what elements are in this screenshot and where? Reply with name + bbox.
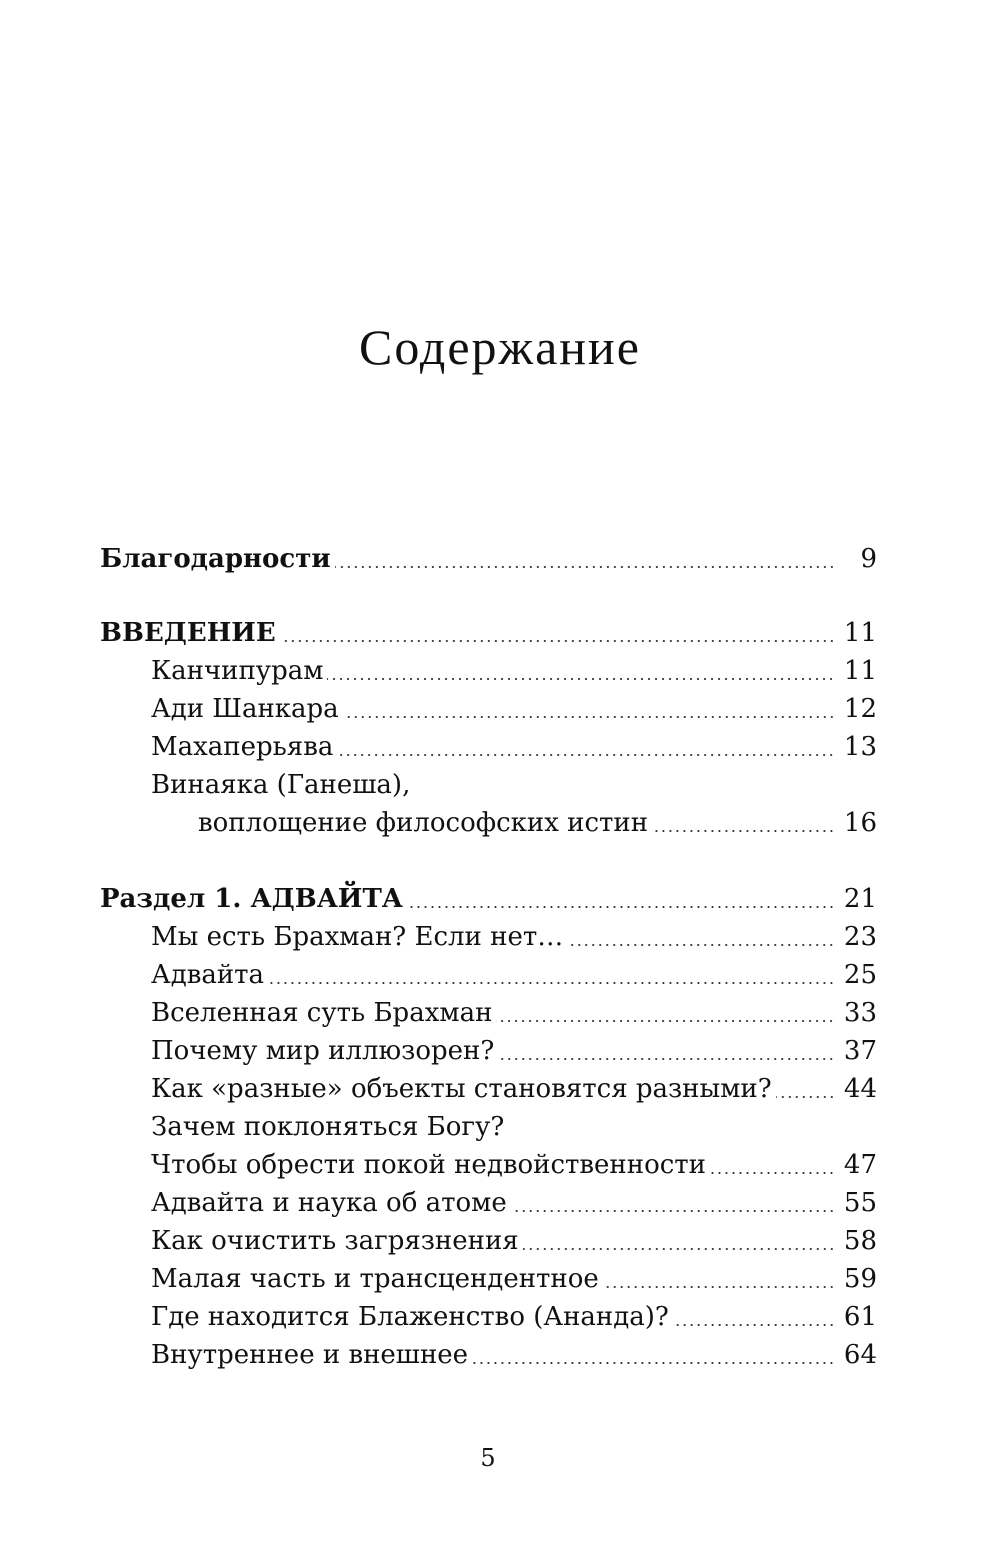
toc-entry-vvedenie[interactable] <box>100 614 877 652</box>
toc-entry-label: Почему мир иллюзорен? <box>151 1036 495 1066</box>
dot-leader <box>498 1057 835 1061</box>
dot-leader <box>496 1019 835 1023</box>
toc-entry-label: Благодарности <box>100 544 331 574</box>
toc-page-number: 11 <box>843 618 877 648</box>
dot-leader <box>603 1285 835 1289</box>
toc-page-number: 21 <box>843 884 877 914</box>
toc-entry-label: воплощение философских истин <box>198 808 649 838</box>
toc-entry-label: Раздел 1. АДВАЙТА <box>100 884 403 914</box>
toc-entry-label: Мы есть Брахман? Если нет… <box>151 922 564 952</box>
toc-entry-label: Как очистить загрязнения <box>151 1226 519 1256</box>
toc-entry-label: Винаяка (Ганеша), <box>151 770 411 800</box>
toc-entry-label: Канчипурам <box>151 656 324 686</box>
toc-page-number: 33 <box>843 998 877 1028</box>
table-of-contents <box>100 540 877 1374</box>
dot-leader <box>343 715 835 719</box>
dot-leader <box>673 1323 835 1327</box>
dot-leader <box>652 829 835 833</box>
dot-leader <box>472 1361 835 1365</box>
toc-page-number: 59 <box>843 1264 877 1294</box>
toc-page-number: 11 <box>843 656 877 686</box>
dot-leader <box>511 1209 835 1213</box>
toc-entry-vinayaka-line1[interactable] <box>100 766 877 804</box>
toc-entry-kanchipuram[interactable] <box>100 652 877 690</box>
dot-leader <box>567 943 835 947</box>
toc-entry-label: Чтобы обрести покой недвойственности <box>151 1150 707 1180</box>
dot-leader <box>523 1247 835 1251</box>
toc-entry-label: Адвайта <box>151 960 265 990</box>
toc-entry-label: ВВЕДЕНИЕ <box>100 618 276 648</box>
toc-entry-label: Как «разные» объекты становятся разными? <box>151 1074 772 1104</box>
page-number: 5 <box>480 1444 496 1472</box>
toc-entry-label: Малая часть и трансцендентное <box>151 1264 599 1294</box>
dot-leader <box>710 1171 835 1175</box>
toc-entry-vinayaka-line2[interactable] <box>100 804 877 842</box>
toc-entry-label: Ади Шанкара <box>151 694 339 724</box>
toc-entry-blagodarnosti[interactable] <box>100 540 877 578</box>
dot-leader <box>407 905 835 909</box>
toc-page-number: 58 <box>843 1226 877 1256</box>
toc-page-number: 9 <box>860 544 877 574</box>
toc-entry-mahaperyava[interactable] <box>100 728 877 766</box>
toc-entry-pochemu[interactable] <box>100 1032 877 1070</box>
toc-entry-label: Зачем поклоняться Богу? <box>151 1112 505 1142</box>
toc-page-number: 25 <box>843 960 877 990</box>
toc-page-number: 12 <box>843 694 877 724</box>
toc-entry-kak-raznye[interactable] <box>100 1070 877 1108</box>
toc-entry-label: Где находится Блаженство (Ананда)? <box>151 1302 669 1332</box>
toc-entry-vselennaya[interactable] <box>100 994 877 1032</box>
dot-leader <box>268 981 835 985</box>
toc-entry-malaya[interactable] <box>100 1260 877 1298</box>
toc-page-number: 13 <box>843 732 877 762</box>
dot-leader <box>335 565 835 569</box>
toc-entry-label: Махаперьява <box>151 732 334 762</box>
toc-page-number: 23 <box>843 922 877 952</box>
toc-entry-gde[interactable] <box>100 1298 877 1336</box>
toc-entry-label: Вселенная суть Брахман <box>151 998 493 1028</box>
page-title: Содержание <box>359 319 641 375</box>
dot-leader <box>327 677 835 681</box>
toc-entry-advaita-nauka[interactable] <box>100 1184 877 1222</box>
toc-entry-zachem-line2[interactable] <box>100 1146 877 1184</box>
toc-page-number: 16 <box>843 808 877 838</box>
dot-leader <box>776 1095 835 1099</box>
dot-leader <box>280 639 835 643</box>
toc-entry-zachem-line1[interactable] <box>100 1108 877 1146</box>
toc-entry-my-est[interactable] <box>100 918 877 956</box>
toc-entry-adi-shankara[interactable] <box>100 690 877 728</box>
toc-page-number: 44 <box>843 1074 877 1104</box>
toc-page-number: 47 <box>843 1150 877 1180</box>
toc-page-number: 64 <box>843 1340 877 1370</box>
toc-entry-label: Внутреннее и внешнее <box>151 1340 469 1370</box>
toc-entry-vnutrennee[interactable] <box>100 1336 877 1374</box>
toc-entry-label: Адвайта и наука об атоме <box>151 1188 507 1218</box>
toc-page-number: 37 <box>843 1036 877 1066</box>
toc-page-number: 61 <box>843 1302 877 1332</box>
dot-leader <box>337 753 835 757</box>
toc-entry-kak-ochistit[interactable] <box>100 1222 877 1260</box>
toc-entry-razdel-1[interactable] <box>100 880 877 918</box>
toc-page-number: 55 <box>843 1188 877 1218</box>
toc-entry-advaita[interactable] <box>100 956 877 994</box>
